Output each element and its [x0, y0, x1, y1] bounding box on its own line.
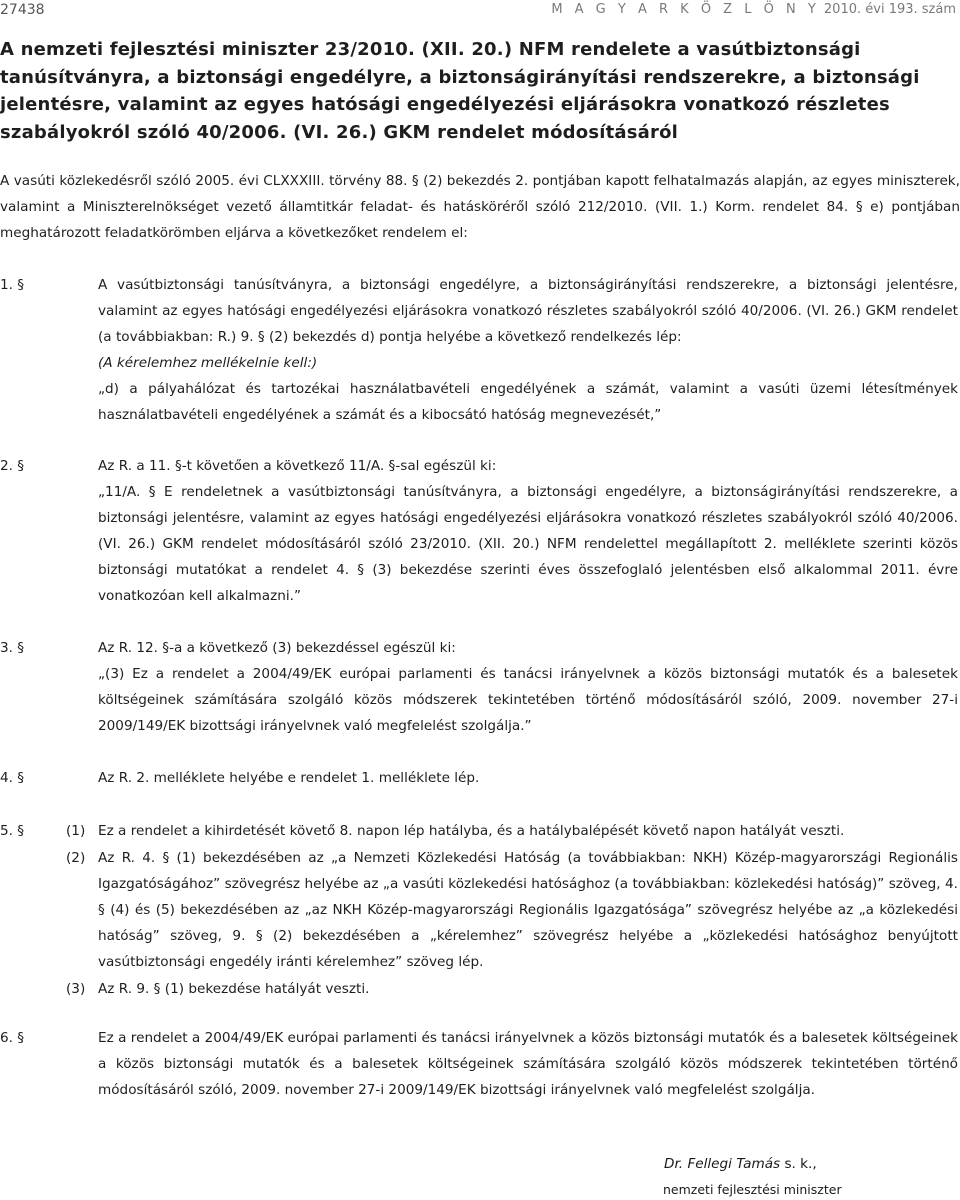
section-2 — [0, 453, 960, 613]
journal-issue — [551, 2, 956, 17]
subsection-text: Ez a rendelet a kihirdetését követő 8. napon lép hatályba, és a hatálybalépését követő napon hatályát veszti. — [98, 823, 845, 839]
section-quote: „(3) Ez a rendelet a 2004/49/EK európai parlamenti és tanácsi irányelvnek a közös biztonsági mutatók és a balesetek költségeinek számítására szolgáló közös módszerek tekintetében történő módosításáról szóló, 2009. november 27-i 2009/149/EK bizottsági irányelvnek való megfelelést szolgálja.” — [98, 666, 958, 734]
section-number: 1. § — [0, 277, 25, 293]
section-1 — [0, 272, 960, 432]
page-header — [0, 0, 960, 20]
section-text: Az R. 2. melléklete helyébe e rendelet 1. melléklete lép. — [98, 770, 480, 786]
section-quote: „d) a pályahálózat és tartozékai használatbavételi engedélyének a számát, valamint a vasúti üzemi létesítmények használatbavételi engedélyének a számát és a kibocsátó hatóság megnevezését,” — [98, 381, 958, 423]
signature — [664, 1156, 817, 1172]
section-body — [98, 635, 958, 739]
section-text: Ez a rendelet a 2004/49/EK európai parlamenti és tanácsi irányelvnek a közös biztonsági mutatók és a balesetek költségeinek a közös biztonsági mutatók és a balesetek költségeinek számítására szolgáló közös módszerek tekintetében történő módosításáról szóló, 2009. november 27-i 2009/149/EK bizottsági irányelvnek való megfelelést szolgálja. — [98, 1030, 958, 1098]
subsection-text: Az R. 9. § (1) bekezdése hatályát veszti. — [98, 981, 370, 997]
section-number: 6. § — [0, 1030, 25, 1046]
section-text: A vasútbiztonsági tanúsítványra, a biztonsági engedélyre, a biztonságirányítási rendszerekre, a biztonsági jelentésre, valamint az egyes hatósági engedélyezési eljárásokra vonatkozó részletes szabályokról szóló 40/2006. (VI. 26.) GKM rendelet (a továbbiakban: R.) 9. § (2) bekezdés d) pontja helyébe a következő rendelkezés lép: — [98, 277, 958, 345]
decree-title: A nemzeti fejlesztési miniszter 23/2010. (XII. 20.) NFM rendelete a vasútbiztonsági tanúsítványra, a biztonsági engedélyre, a biztonságirányítási rendszerekre, a biztonsági jelentésre, valamint az egyes hatósági engedélyezési eljárásokra vonatkozó részletes szabályokról szóló 40/2006. (VI. 26.) GKM rendelet módosításáról — [0, 39, 920, 143]
section-6 — [0, 1025, 960, 1135]
section-text: Az R. 12. §-a a következő (3) bekezdéssel egészül ki: — [98, 640, 456, 656]
section-3 — [0, 635, 960, 745]
preamble: A vasúti közlekedésről szóló 2005. évi CLXXXIII. törvény 88. § (2) bekezdés 2. pontjában kapott felhatalmazás alapján, az egyes miniszterek, valamint a Miniszterelnökséget vezető államtitkár feladat- és hatásköréről szóló 212/2010. (VII. 1.) Korm. rendelet 84. § e) pontjában meghatározott feladatkörömben eljárva a következőket rendelem el: — [0, 173, 960, 241]
page-number: 27438 — [0, 2, 45, 18]
section-body — [98, 453, 958, 609]
section-italic-note: (A kérelemhez mellékelnie kell:) — [98, 355, 318, 371]
subsection-number: (2) — [66, 850, 86, 866]
section-number: 3. § — [0, 640, 25, 656]
section-text: Az R. a 11. §-t követően a következő 11/A. §-sal egészül ki: — [98, 458, 497, 474]
section-quote: „11/A. § E rendeletnek a vasútbiztonsági tanúsítványra, a biztonsági engedélyre, a biztonságirányítási rendszerekre, a biztonsági jelentésre, valamint az egyes hatósági engedélyezési eljárásokra vonatkozó részletes szabályokról szóló 40/2006. (VI. 26.) GKM rendelet módosításáról szóló 23/2010. (XII. 20.) NFM rendelettel megállapított 2. melléklete szerinti közös biztonsági mutatókat a rendelet 4. § (3) bekezdése szerinti éves összefoglaló jelentésben első alkalommal 2011. évre vonatkozóan kell alkalmazni.” — [98, 484, 958, 604]
subsection-text: Az R. 4. § (1) bekezdésében az „a Nemzeti Közlekedési Hatóság (a továbbiakban: NKH) Közép-magyarországi Regionális Igazgatóságához” szövegrész helyébe az „a vasúti közlekedési hatósághoz (a továbbiakban: közlekedési hatóság)” szöveg, 4. § (4) és (5) bekezdésében az „az NKH Közép-magyarországi Regionális Igazgatósága” szövegrész helyébe az „a közlekedési hatóság” szöveg, 9. § (2) bekezdésében a „kérelemhez” szövegrész helyébe a „közlekedési hatósághoz benyújtott vasútbiztonsági engedély iránti kérelemhez” szöveg lép. — [98, 850, 958, 970]
signatory-role: nemzeti fejlesztési miniszter — [663, 1182, 842, 1197]
subsection-number: (3) — [66, 981, 86, 997]
section-body — [98, 272, 958, 428]
journal-name: M A G Y A R K Ö Z L Ö N Y — [551, 2, 820, 17]
subsection-number: (1) — [66, 823, 86, 839]
section-number: 2. § — [0, 458, 25, 474]
section-5 — [0, 818, 960, 1024]
signatory-name: Dr. Fellegi Tamás — [664, 1156, 781, 1172]
section-number: 4. § — [0, 770, 25, 786]
signature-suffix: s. k., — [780, 1156, 817, 1172]
issue-label: 2010. évi 193. szám — [823, 2, 956, 17]
section-number: 5. § — [0, 823, 25, 839]
section-4 — [0, 765, 960, 791]
